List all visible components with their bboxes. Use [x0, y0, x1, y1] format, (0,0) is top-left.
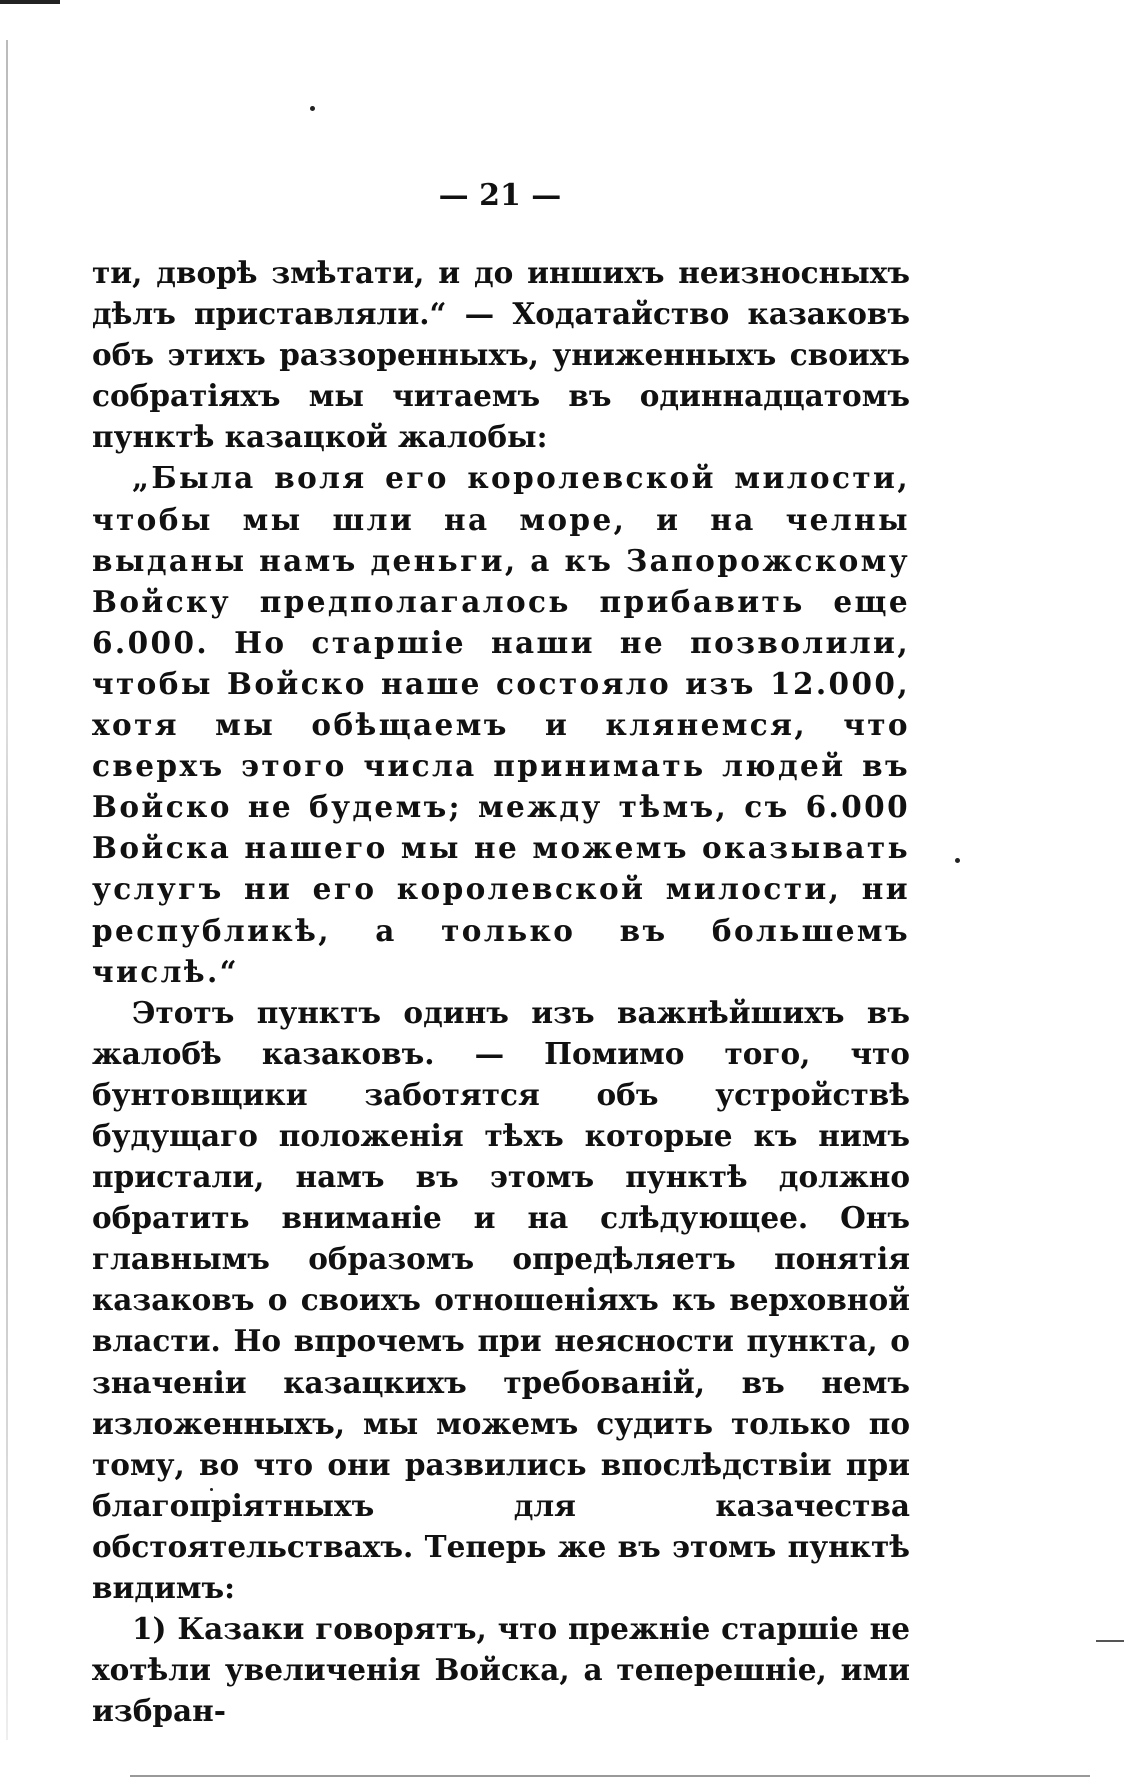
print-speck: [955, 858, 960, 863]
page-body-text: [92, 252, 910, 1731]
paragraph-continuation: ти, дворѣ змѣтати, и до иншихъ неизносныхъ дѣлъ приставляли.“ — Ходатайство казаковъ объ этихъ раззоренныхъ, униженныхъ своихъ собратіяхъ мы читаемъ въ одиннадцатомъ пунктѣ казацкой жалобы:: [92, 255, 910, 455]
margin-mark: [1096, 1640, 1124, 1642]
page-number: — 21 —: [438, 178, 562, 213]
paragraph-list-item-1: 1) Казаки говорятъ, что прежніе старшіе не хотѣли увеличенія Войска, а теперешніе, ими избран-: [92, 1611, 910, 1729]
paragraph-quote: „Была воля его королевской милости, чтобы мы шли на море, и на челны выданы намъ деньги, а къ Запорожскому Войску предполагалось прибавить еще 6.000. Но старшіе наши не позволили, чтобы Войско наше состояло изъ 12.000, хотя мы обѣщаемъ и клянемся, что сверхъ этого числа принимать людей въ Войско не будемъ; между тѣмъ, съ 6.000 Войска нашего мы не можемъ оказывать услугъ ни его королевской милости, ни республикѣ, а только въ большемъ числѣ.“: [92, 460, 910, 989]
page-edge-bottom: [130, 1775, 1090, 1777]
paragraph-commentary: Этотъ пунктъ одинъ изъ важнѣйшихъ въ жалобѣ казаковъ. — Помимо того, что бунтовщики заботятся объ устройствѣ будущаго положенія тѣхъ которые къ нимъ пристали, намъ въ этомъ пунктѣ должно обратить вниманіе и на слѣдующее. Онъ главнымъ образомъ опредѣляетъ понятія казаковъ о своихъ отношеніяхъ къ верховной власти. Но впрочемъ при неясности пункта, о значеніи казацкихъ требованій, въ немъ изложенныхъ, мы можемъ судить только по тому, во что они развились впослѣдствіи при благопріятныхъ для казачества обстоятельствахъ. Теперь же въ этомъ пунктѣ видимъ:: [92, 994, 910, 1605]
page-edge-top: [0, 0, 60, 4]
page-edge-left: [6, 40, 8, 1740]
print-speck: [310, 106, 315, 111]
